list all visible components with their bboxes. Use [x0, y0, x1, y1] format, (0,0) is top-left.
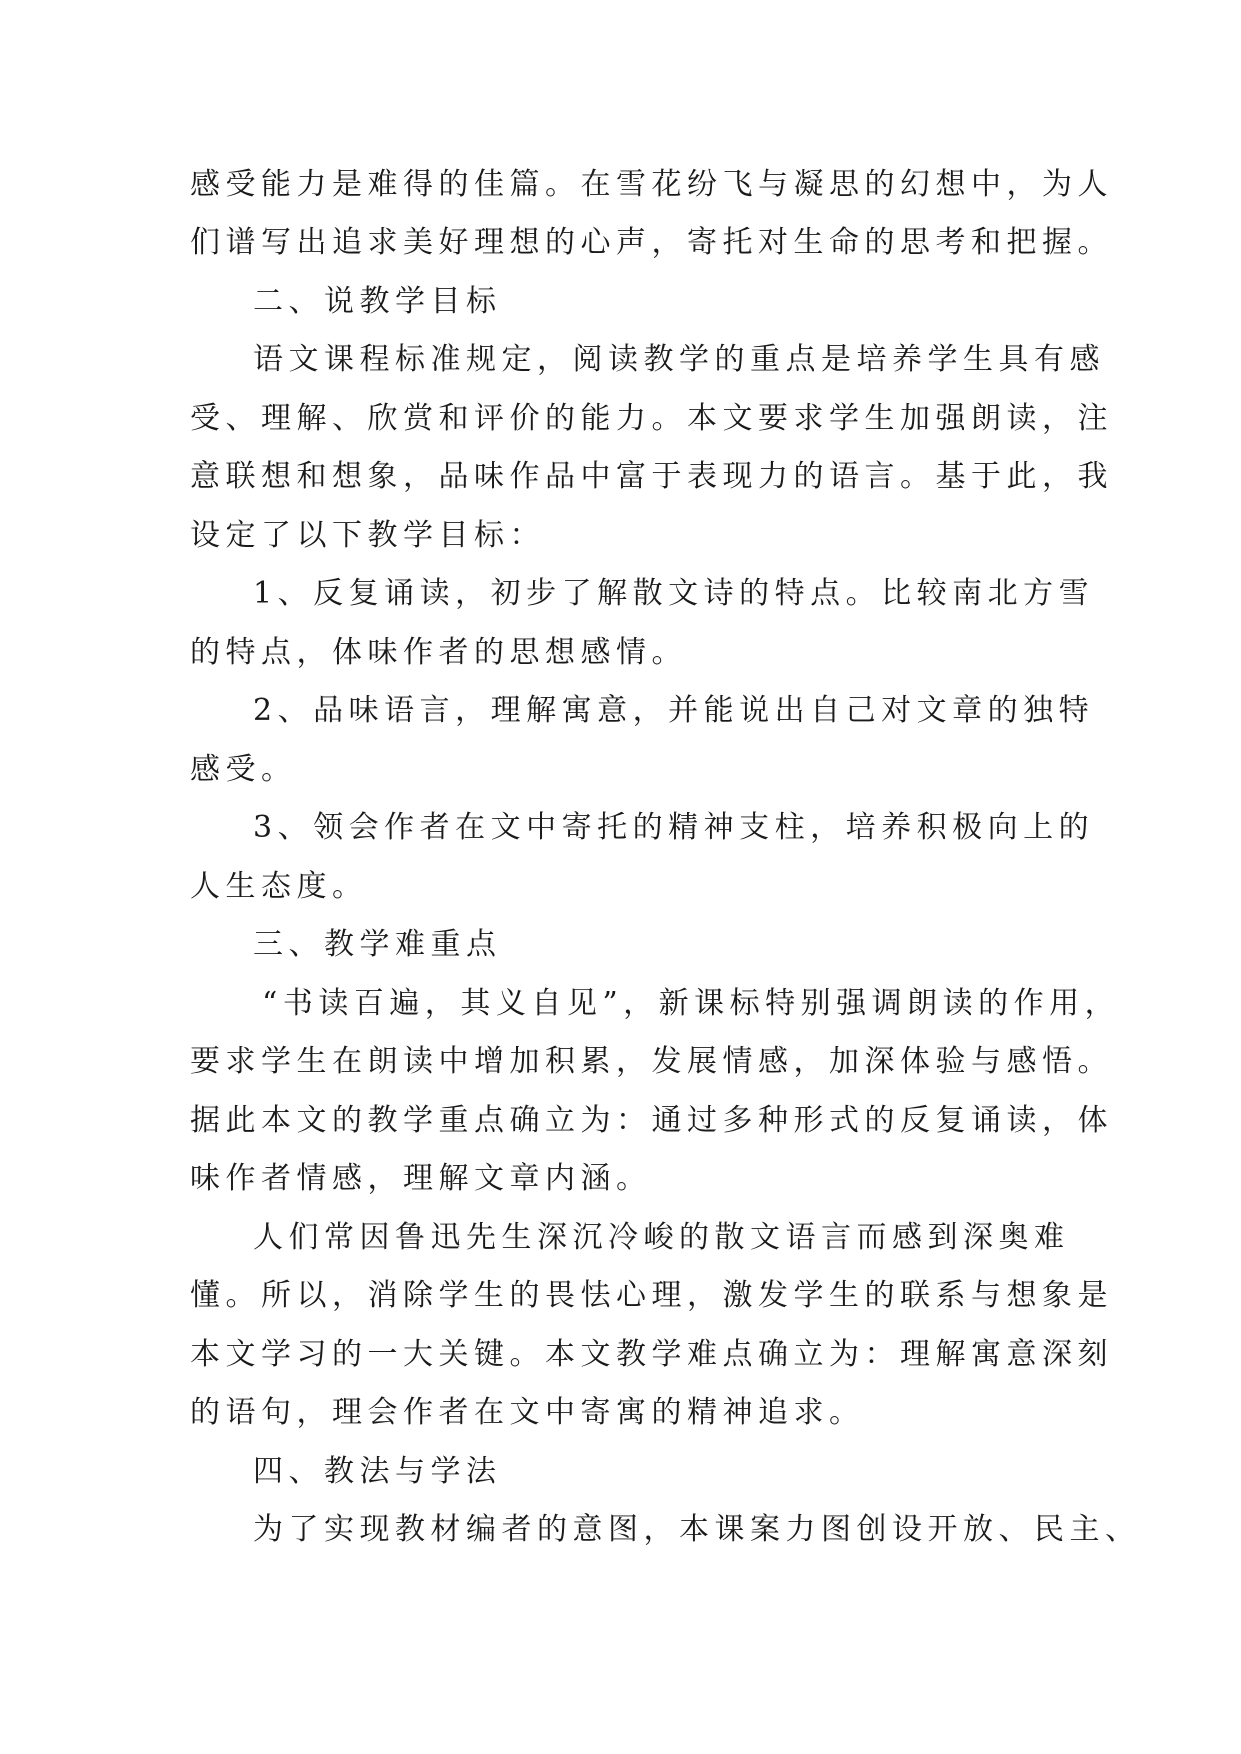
list-item-line: 感受。 [190, 752, 297, 787]
paragraph-line: 语文课程标准规定，阅读教学的重点是培养学生具有感 [253, 342, 1105, 377]
paragraph-line: 要求学生在朗读中增加积累，发展情感，加深体验与感悟。 [190, 1044, 1113, 1079]
paragraph-line: “书读百遍，其义自见”，新课标特别强调朗读的作用， [262, 986, 1121, 1021]
section-heading: 二、说教学目标 [253, 284, 502, 319]
paragraph-line: 受、理解、欣赏和评价的能力。本文要求学生加强朗读，注 [190, 401, 1113, 436]
paragraph-line: 据此本文的教学重点确立为：通过多种形式的反复诵读，体 [190, 1103, 1113, 1138]
paragraph-line: 意联想和想象，品味作品中富于表现力的语言。基于此，我 [190, 459, 1113, 494]
paragraph-line: 为了实现教材编者的意图，本课案力图创设开放、民主、 [253, 1512, 1141, 1547]
section-heading: 四、教法与学法 [253, 1454, 502, 1489]
list-item-line: 2、品味语言，理解寓意，并能说出自己对文章的独特 [253, 693, 1095, 728]
paragraph-line: 本文学习的一大关键。本文教学难点确立为：理解寓意深刻 [190, 1337, 1113, 1372]
paragraph-line: 懂。所以，消除学生的畏怯心理，激发学生的联系与想象是 [190, 1278, 1113, 1313]
paragraph-line: 人们常因鲁迅先生深沉冷峻的散文语言而感到深奥难 [253, 1220, 1070, 1255]
paragraph-line: 味作者情感，理解文章内涵。 [190, 1161, 652, 1196]
list-item-line: 的特点，体味作者的思想感情。 [190, 635, 687, 670]
list-item-line: 3、领会作者在文中寄托的精神支柱，培养积极向上的 [253, 810, 1095, 845]
paragraph-line: 设定了以下教学目标： [190, 518, 545, 553]
section-heading: 三、教学难重点 [253, 927, 502, 962]
paragraph-line: 的语句，理会作者在文中寄寓的精神追求。 [190, 1395, 865, 1430]
list-item-line: 1、反复诵读，初步了解散文诗的特点。比较南北方雪 [253, 576, 1095, 611]
paragraph-line: 们谱写出追求美好理想的心声，寄托对生命的思考和把握。 [190, 225, 1113, 260]
list-item-line: 人生态度。 [190, 869, 368, 904]
paragraph-line: 感受能力是难得的佳篇。在雪花纷飞与凝思的幻想中，为人 [190, 167, 1113, 202]
